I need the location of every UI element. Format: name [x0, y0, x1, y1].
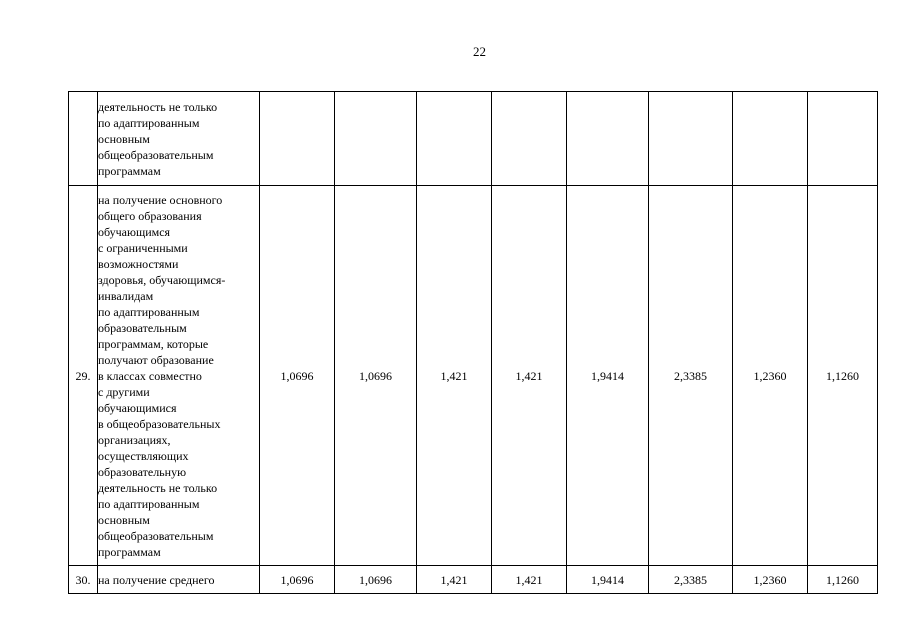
- value-cell: 1,0696: [260, 566, 335, 594]
- row-description: [98, 186, 260, 566]
- value-cell: 1,9414: [567, 186, 649, 566]
- description-line: здоровья, обучающимся-: [98, 272, 226, 287]
- description-line: на получение основного: [98, 192, 223, 207]
- value-cell: [567, 92, 649, 186]
- value-cell: 1,421: [417, 186, 492, 566]
- row-description: [98, 92, 260, 186]
- description-line: обучающимся: [98, 224, 171, 239]
- value-cell: 1,1260: [808, 566, 878, 594]
- description-line: организациях,: [98, 432, 171, 447]
- description-line: образовательную: [98, 464, 187, 479]
- description-line: с ограниченными: [98, 240, 188, 255]
- description-line: с другими: [98, 384, 150, 399]
- table-row: [69, 186, 878, 566]
- description-line: осуществляющих: [98, 448, 189, 463]
- value-cell: 1,2360: [733, 566, 808, 594]
- description-line: программам: [98, 544, 161, 559]
- value-cell: [733, 92, 808, 186]
- value-cell: [335, 92, 417, 186]
- description-line: возможностями: [98, 256, 179, 271]
- description-line: инвалидам: [98, 288, 154, 303]
- value-cell: 2,3385: [649, 186, 733, 566]
- value-cell: 1,0696: [335, 186, 417, 566]
- table-row: [69, 92, 878, 186]
- value-cell: 1,421: [492, 186, 567, 566]
- description-line: по адаптированным: [98, 115, 200, 130]
- description-line: в классах совместно: [98, 368, 202, 383]
- value-cell: 1,9414: [567, 566, 649, 594]
- row-number: [69, 92, 98, 186]
- value-cell: 1,0696: [260, 186, 335, 566]
- value-cell: [492, 92, 567, 186]
- description-line: общеобразовательным: [98, 528, 214, 543]
- description-line: общеобразовательным: [98, 147, 214, 162]
- description-line: получают образование: [98, 352, 214, 367]
- table-row: [69, 566, 878, 594]
- description-line: основным: [98, 512, 150, 527]
- description-line: по адаптированным: [98, 304, 200, 319]
- value-cell: 1,0696: [335, 566, 417, 594]
- description-line: программам: [98, 163, 161, 178]
- value-cell: 1,421: [492, 566, 567, 594]
- description-line: деятельность не только: [98, 99, 218, 114]
- description-line: на получение среднего: [98, 572, 215, 587]
- description-line: деятельность не только: [98, 480, 218, 495]
- description-line: основным: [98, 131, 150, 146]
- value-cell: [417, 92, 492, 186]
- value-cell: 1,2360: [733, 186, 808, 566]
- page-number: 22: [473, 44, 486, 59]
- row-number: 29.: [69, 186, 98, 566]
- description-line: образовательным: [98, 320, 187, 335]
- value-cell: [260, 92, 335, 186]
- value-cell: 2,3385: [649, 566, 733, 594]
- value-cell: 1,1260: [808, 186, 878, 566]
- value-cell: 1,421: [417, 566, 492, 594]
- value-cell: [649, 92, 733, 186]
- description-line: программам, которые: [98, 336, 209, 351]
- row-number: 30.: [69, 566, 98, 594]
- description-line: обучающимися: [98, 400, 177, 415]
- description-line: по адаптированным: [98, 496, 200, 511]
- value-cell: [808, 92, 878, 186]
- coefficients-table: [68, 91, 878, 594]
- row-description: [98, 566, 260, 594]
- description-line: в общеобразовательных: [98, 416, 221, 431]
- description-line: общего образования: [98, 208, 202, 223]
